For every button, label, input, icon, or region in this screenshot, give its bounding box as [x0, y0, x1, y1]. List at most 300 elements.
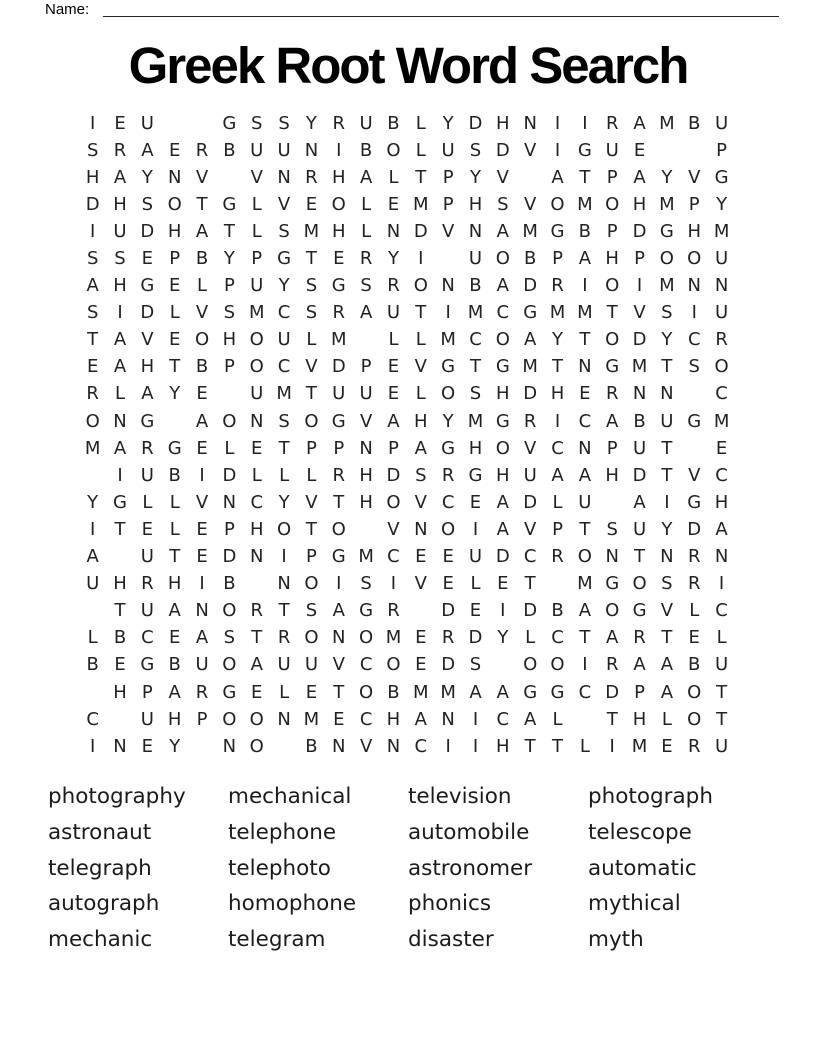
name-fill-in-line: [103, 16, 779, 17]
grid-cell: U: [304, 654, 319, 676]
grid-cell: H: [113, 573, 127, 595]
grid-cell: V: [633, 302, 646, 324]
grid-cell: O: [495, 437, 510, 459]
grid-cell: G: [495, 356, 510, 378]
grid-cell: C: [277, 356, 291, 378]
grid-cell: T: [524, 573, 536, 595]
grid-cell: O: [386, 491, 401, 513]
grid-cell: L: [716, 627, 727, 649]
grid-cell: H: [414, 410, 428, 432]
grid-cell: N: [386, 735, 401, 757]
grid-cell: G: [659, 220, 674, 242]
grid-cell: I: [117, 464, 123, 486]
grid-cell: L: [415, 383, 426, 405]
grid-cell: D: [441, 654, 456, 676]
grid-cell: V: [524, 437, 537, 459]
grid-cell: C: [551, 627, 564, 649]
grid-cell: [243, 571, 270, 598]
grid-cell: A: [715, 518, 728, 540]
grid-cell: U: [468, 248, 483, 270]
grid-cell: A: [633, 654, 646, 676]
grid-cell: H: [605, 248, 619, 270]
grid-cell: L: [552, 708, 563, 730]
grid-cell: V: [688, 166, 701, 188]
grid-cell: U: [332, 383, 346, 405]
grid-cell: S: [415, 464, 427, 486]
grid-cell: Y: [223, 248, 235, 270]
grid-cell: I: [582, 112, 588, 134]
grid-cell: Y: [442, 410, 454, 432]
grid-cell: H: [496, 112, 510, 134]
grid-cell: [352, 516, 379, 543]
grid-cell: U: [714, 112, 729, 134]
grid-cell: N: [195, 600, 209, 622]
word-list-column: [228, 779, 408, 958]
word-list-column: [408, 779, 588, 958]
grid-cell: U: [140, 112, 154, 134]
grid-cell: A: [141, 139, 154, 161]
grid-cell: [161, 408, 188, 435]
grid-cell: L: [306, 329, 317, 351]
grid-cell: H: [359, 464, 373, 486]
grid-cell: R: [332, 464, 346, 486]
grid-cell: V: [441, 220, 455, 242]
word-search-grid: [79, 110, 735, 760]
grid-cell: E: [497, 573, 509, 595]
grid-cell: A: [578, 464, 592, 486]
grid-cell: U: [386, 302, 401, 324]
grid-cell: M: [577, 193, 593, 215]
grid-cell: A: [195, 410, 209, 432]
grid-cell: A: [496, 518, 509, 540]
grid-cell: M: [631, 735, 648, 757]
grid-cell: T: [415, 166, 427, 188]
grid-cell: U: [468, 546, 483, 568]
grid-cell: P: [688, 193, 700, 215]
grid-cell: H: [687, 220, 701, 242]
grid-cell: T: [333, 491, 345, 513]
word-list-item: automobile: [408, 819, 530, 845]
grid-cell: Y: [552, 329, 564, 351]
grid-cell: H: [140, 356, 155, 378]
grid-cell: U: [632, 437, 647, 459]
grid-cell: E: [333, 248, 345, 270]
grid-cell: R: [332, 302, 346, 324]
grid-cell: O: [605, 275, 620, 297]
grid-cell: I: [336, 139, 342, 161]
grid-cell: H: [113, 275, 127, 297]
grid-cell: S: [497, 193, 509, 215]
grid-cell: B: [688, 112, 701, 134]
grid-cell: U: [140, 464, 154, 486]
grid-cell: P: [141, 681, 153, 703]
grid-cell: L: [388, 329, 399, 351]
grid-cell: E: [442, 573, 454, 595]
grid-cell: Y: [278, 275, 290, 297]
grid-cell: U: [714, 302, 729, 324]
grid-cell: V: [277, 193, 291, 215]
grid-cell: A: [578, 248, 592, 270]
grid-cell: B: [195, 248, 209, 270]
grid-cell: T: [579, 518, 591, 540]
grid-cell: U: [250, 139, 264, 161]
grid-cell: T: [579, 166, 591, 188]
grid-cell: P: [552, 248, 563, 270]
grid-cell: B: [113, 627, 127, 649]
word-list-item: mythical: [588, 891, 681, 917]
grid-cell: Y: [661, 329, 673, 351]
grid-cell: I: [636, 275, 643, 297]
grid-cell: T: [305, 383, 317, 405]
grid-cell: O: [687, 708, 702, 730]
grid-cell: Y: [169, 735, 181, 757]
grid-cell: A: [469, 681, 482, 703]
grid-cell: O: [659, 248, 674, 270]
grid-cell: [106, 544, 133, 571]
grid-cell: S: [305, 600, 318, 622]
grid-cell: C: [141, 627, 154, 649]
grid-cell: D: [85, 193, 100, 215]
grid-cell: T: [661, 437, 673, 459]
grid-cell: C: [250, 491, 264, 513]
grid-cell: H: [331, 166, 346, 188]
grid-cell: M: [522, 220, 538, 242]
grid-cell: P: [251, 248, 263, 270]
grid-cell: B: [86, 654, 99, 676]
grid-cell: R: [551, 275, 564, 297]
grid-cell: U: [441, 139, 455, 161]
grid-cell: V: [688, 464, 701, 486]
grid-cell: G: [222, 681, 237, 703]
grid-cell: D: [468, 627, 483, 649]
grid-cell: A: [660, 681, 674, 703]
grid-cell: G: [222, 112, 237, 134]
grid-cell: T: [87, 329, 99, 351]
grid-cell: T: [169, 356, 181, 378]
grid-cell: A: [660, 654, 674, 676]
grid-cell: N: [714, 275, 729, 297]
grid-cell: I: [445, 735, 451, 757]
grid-cell: I: [500, 600, 506, 622]
grid-cell: N: [167, 166, 182, 188]
grid-cell: D: [495, 139, 510, 161]
grid-cell: E: [469, 491, 482, 513]
grid-cell: I: [281, 546, 287, 568]
grid-cell: S: [661, 573, 673, 595]
grid-cell: U: [277, 654, 291, 676]
grid-cell: V: [141, 329, 154, 351]
grid-cell: E: [114, 654, 126, 676]
grid-cell: A: [195, 627, 209, 649]
grid-cell: M: [659, 112, 675, 134]
grid-cell: B: [551, 600, 564, 622]
word-list-column: [588, 779, 768, 958]
grid-cell: O: [605, 193, 620, 215]
grid-cell: U: [359, 112, 373, 134]
grid-cell: T: [552, 735, 564, 757]
grid-cell: P: [223, 275, 235, 297]
grid-cell: L: [251, 220, 262, 242]
grid-cell: O: [222, 708, 237, 730]
grid-cell: E: [196, 383, 208, 405]
grid-cell: N: [250, 410, 264, 432]
grid-cell: P: [223, 356, 235, 378]
grid-cell: H: [167, 220, 182, 242]
grid-cell: S: [278, 220, 290, 242]
grid-cell: Y: [661, 166, 673, 188]
grid-cell: T: [305, 248, 317, 270]
grid-cell: B: [168, 464, 181, 486]
grid-cell: G: [468, 464, 483, 486]
grid-cell: L: [169, 491, 180, 513]
grid-cell: I: [609, 735, 615, 757]
grid-cell: C: [496, 708, 510, 730]
grid-cell: [653, 137, 680, 164]
word-list-item: astronaut: [48, 819, 152, 845]
word-list-item: photograph: [588, 784, 713, 809]
grid-cell: U: [140, 600, 154, 622]
grid-cell: I: [90, 518, 96, 540]
grid-cell: A: [606, 410, 619, 432]
grid-cell: A: [113, 166, 127, 188]
grid-cell: R: [633, 627, 646, 649]
grid-cell: U: [523, 464, 537, 486]
grid-cell: C: [387, 546, 400, 568]
grid-cell: [216, 164, 243, 191]
grid-cell: L: [361, 193, 372, 215]
grid-cell: P: [552, 518, 563, 540]
grid-cell: U: [250, 383, 264, 405]
grid-cell: N: [250, 546, 264, 568]
grid-cell: E: [305, 681, 318, 703]
grid-cell: T: [716, 681, 728, 703]
grid-cell: U: [140, 708, 154, 730]
grid-cell: T: [278, 600, 290, 622]
grid-cell: D: [523, 491, 538, 513]
grid-cell: U: [714, 248, 729, 270]
grid-cell: D: [140, 220, 155, 242]
grid-cell: G: [140, 654, 155, 676]
grid-cell: Y: [87, 491, 99, 513]
grid-cell: I: [445, 302, 451, 324]
grid-cell: A: [551, 166, 564, 188]
grid-cell: L: [579, 735, 590, 757]
grid-cell: P: [223, 518, 235, 540]
grid-cell: P: [388, 437, 399, 459]
grid-cell: I: [472, 735, 479, 757]
grid-cell: I: [472, 708, 479, 730]
grid-cell: S: [278, 112, 290, 134]
grid-cell: C: [441, 491, 455, 513]
grid-cell: [407, 598, 434, 625]
grid-cell: T: [661, 627, 673, 649]
grid-cell: T: [278, 437, 290, 459]
grid-cell: G: [577, 139, 592, 161]
grid-cell: Y: [497, 627, 509, 649]
grid-cell: V: [414, 356, 427, 378]
grid-cell: R: [605, 654, 619, 676]
grid-cell: I: [418, 248, 424, 270]
grid-cell: O: [632, 573, 647, 595]
grid-cell: G: [495, 410, 510, 432]
grid-cell: B: [633, 410, 646, 432]
grid-cell: L: [306, 464, 317, 486]
grid-cell: L: [197, 275, 208, 297]
grid-cell: P: [305, 437, 317, 459]
grid-cell: O: [167, 193, 182, 215]
grid-cell: I: [664, 491, 670, 513]
grid-cell: U: [359, 383, 373, 405]
grid-cell: O: [550, 193, 565, 215]
grid-cell: L: [115, 383, 126, 405]
grid-cell: D: [413, 220, 428, 242]
grid-cell: M: [659, 275, 675, 297]
grid-cell: V: [660, 600, 674, 622]
grid-cell: L: [689, 600, 700, 622]
grid-cell: H: [632, 708, 647, 730]
grid-cell: P: [716, 139, 727, 161]
grid-cell: S: [305, 302, 318, 324]
grid-cell: O: [222, 410, 237, 432]
grid-cell: B: [387, 112, 400, 134]
grid-cell: D: [687, 518, 702, 540]
word-list-item: telegram: [228, 927, 326, 953]
grid-cell: E: [305, 193, 318, 215]
grid-cell: T: [333, 681, 345, 703]
grid-cell: P: [333, 437, 345, 459]
grid-cell: T: [251, 627, 263, 649]
grid-cell: N: [277, 166, 291, 188]
grid-cell: T: [606, 302, 618, 324]
grid-cell: N: [468, 220, 483, 242]
grid-cell: I: [199, 573, 205, 595]
grid-cell: E: [442, 546, 454, 568]
grid-cell: M: [713, 410, 730, 432]
grid-cell: T: [114, 518, 126, 540]
grid-cell: [79, 462, 106, 489]
grid-cell: L: [661, 708, 672, 730]
grid-cell: G: [140, 275, 155, 297]
grid-cell: I: [390, 573, 397, 595]
grid-cell: R: [605, 383, 619, 405]
word-list-item: photography: [48, 784, 186, 809]
grid-cell: E: [661, 735, 673, 757]
grid-cell: N: [222, 735, 237, 757]
grid-cell: U: [86, 573, 100, 595]
grid-cell: A: [578, 600, 592, 622]
grid-cell: T: [634, 546, 646, 568]
grid-cell: M: [549, 302, 566, 324]
grid-cell: D: [331, 356, 346, 378]
grid-cell: V: [195, 302, 209, 324]
grid-cell: N: [113, 410, 127, 432]
grid-cell: A: [113, 329, 127, 351]
grid-cell: S: [360, 275, 372, 297]
grid-cell: O: [249, 708, 264, 730]
grid-cell: A: [86, 546, 99, 568]
grid-cell: R: [441, 627, 455, 649]
grid-cell: T: [415, 302, 427, 324]
grid-cell: R: [605, 112, 619, 134]
grid-cell: L: [169, 302, 180, 324]
grid-cell: E: [387, 383, 400, 405]
grid-cell: I: [199, 464, 205, 486]
grid-cell: H: [113, 681, 127, 703]
grid-cell: H: [496, 464, 510, 486]
grid-cell: N: [714, 546, 729, 568]
grid-cell: G: [523, 681, 538, 703]
word-list: [48, 779, 768, 958]
grid-cell: O: [413, 275, 428, 297]
grid-cell: S: [223, 302, 236, 324]
grid-cell: E: [141, 735, 154, 757]
grid-cell: L: [388, 166, 399, 188]
grid-cell: A: [633, 166, 646, 188]
grid-cell: C: [578, 410, 592, 432]
grid-cell: O: [441, 518, 456, 540]
grid-cell: U: [250, 275, 264, 297]
grid-cell: O: [304, 627, 319, 649]
grid-cell: A: [359, 166, 373, 188]
grid-cell: P: [606, 166, 618, 188]
grid-cell: N: [359, 437, 373, 459]
name-label: Name:: [45, 1, 90, 18]
grid-cell: U: [277, 139, 291, 161]
grid-cell: D: [386, 464, 401, 486]
grid-cell: Y: [442, 112, 454, 134]
grid-cell: O: [222, 600, 237, 622]
grid-cell: R: [250, 600, 263, 622]
grid-cell: S: [688, 356, 700, 378]
grid-cell: [571, 706, 598, 733]
grid-cell: E: [633, 139, 646, 161]
grid-cell: V: [414, 573, 427, 595]
grid-cell: V: [250, 166, 263, 188]
grid-cell: U: [113, 220, 127, 242]
grid-cell: E: [688, 627, 700, 649]
grid-cell: E: [86, 356, 99, 378]
grid-cell: Y: [305, 112, 317, 134]
grid-cell: O: [304, 410, 319, 432]
grid-cell: N: [687, 275, 701, 297]
grid-cell: M: [631, 356, 648, 378]
grid-cell: H: [249, 518, 264, 540]
grid-cell: G: [359, 600, 374, 622]
grid-cell: P: [196, 708, 208, 730]
grid-cell: T: [661, 356, 673, 378]
grid-cell: R: [687, 573, 701, 595]
grid-cell: V: [524, 193, 537, 215]
grid-cell: T: [552, 356, 564, 378]
grid-cell: U: [277, 329, 291, 351]
word-list-item: television: [408, 784, 512, 809]
grid-cell: T: [305, 518, 317, 540]
grid-cell: P: [606, 220, 618, 242]
grid-cell: E: [169, 627, 181, 649]
grid-cell: D: [222, 546, 237, 568]
grid-cell: P: [305, 546, 317, 568]
grid-cell: L: [87, 627, 98, 649]
word-list-item: astronomer: [408, 855, 533, 881]
grid-cell: O: [249, 329, 264, 351]
grid-cell: N: [441, 708, 455, 730]
grid-cell: P: [169, 248, 181, 270]
grid-cell: O: [714, 356, 729, 378]
grid-cell: D: [523, 383, 538, 405]
grid-cell: G: [714, 166, 729, 188]
grid-cell: [434, 245, 461, 272]
word-list-item: myth: [588, 927, 644, 953]
